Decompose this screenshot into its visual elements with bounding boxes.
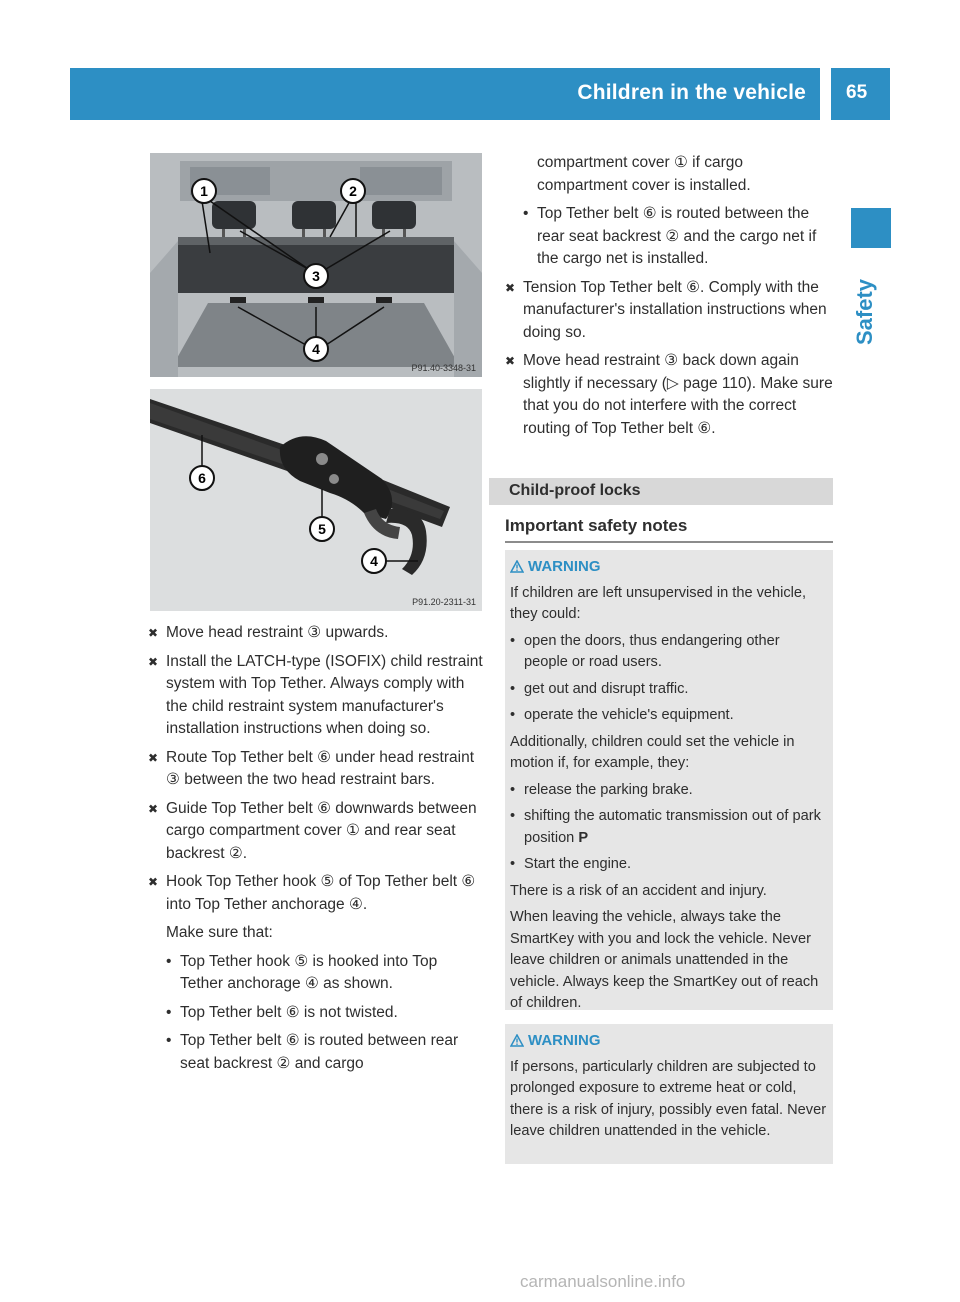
step-arrow-icon: ✖	[148, 801, 159, 816]
checklist-item: • Top Tether belt ⑥ is not twisted.	[166, 1002, 484, 1025]
tether-hook-illustration	[150, 389, 482, 611]
side-tab-marker	[851, 208, 891, 248]
callout-1	[192, 179, 216, 203]
warning-triangle-icon	[510, 1034, 524, 1047]
warning-heading: WARNING	[510, 556, 827, 578]
warning-box-children	[505, 550, 833, 1010]
figure-tether-hook	[150, 389, 482, 611]
bullet-icon: •	[510, 680, 516, 697]
instruction-step: ✖ Tension Top Tether belt ⑥. Comply with the manufacturer's installation instructions when doing so.	[505, 278, 827, 341]
svg-text:6: 6	[198, 470, 206, 486]
warning-middle: Additionally, children could set the vehicle in motion if, for example, they:	[510, 733, 795, 771]
callout-5	[310, 517, 334, 541]
warning-item: • release the parking brake.	[510, 780, 827, 802]
bullet-icon: •	[166, 1003, 172, 1021]
bullet-icon: •	[510, 856, 516, 872]
header-title-bar	[70, 68, 820, 120]
subsection-title: Important safety notes	[505, 516, 688, 535]
cargo-compartment-illustration	[150, 153, 482, 377]
figure-code: P91.20-2311-31	[412, 597, 476, 607]
warning-item: • open the doors, thus endangering other people or road users.	[510, 632, 780, 670]
svg-text:5: 5	[318, 521, 326, 537]
callout-2	[341, 179, 365, 203]
step-arrow-icon: ✖	[148, 750, 159, 765]
warning-item: • operate the vehicle's equipment.	[510, 705, 827, 727]
warning-box-temperature	[505, 1024, 833, 1164]
instruction-step: ✖ Guide Top Tether belt ⑥ downwards between cargo compartment cover ① and rear seat backrest ②.	[148, 799, 477, 862]
bullet-icon: •	[510, 808, 516, 824]
instruction-step: ✖ Install the LATCH-type (ISOFIX) child restraint system with Top Tether. Always comply with the child restraint system manufacturer's installation instructions when doing so.	[148, 652, 483, 737]
checklist-item: • Top Tether belt ⑥ is routed between the rear seat backrest ② and the cargo net if the cargo net is installed.	[523, 205, 817, 267]
instruction-step: ✖ Move head restraint ③ back down again slightly if necessary (▷ page 110). Make sure that you do not interfere with the correct routing of Top Tether belt ⑥.	[505, 352, 833, 437]
callout-4	[304, 337, 328, 361]
svg-text:1: 1	[200, 183, 208, 199]
subsection-rule	[505, 541, 833, 543]
warning-heading: WARNING	[510, 1030, 827, 1052]
warning-intro: If children are left unsupervised in the vehicle, they could:	[510, 584, 807, 622]
svg-text:2: 2	[349, 183, 357, 199]
checklist-item: • Top Tether hook ⑤ is hooked into Top Tether anchorage ④ as shown.	[166, 952, 438, 992]
step-arrow-icon: ✖	[148, 654, 159, 669]
bullet-icon: •	[510, 781, 516, 798]
bullet-icon: •	[510, 707, 516, 723]
warning-triangle-icon	[510, 560, 524, 573]
callout-3	[304, 264, 328, 288]
warning-text: If persons, particularly children are subjected to prolonged exposure to extreme heat or cold, there is a risk of injury, possibly even fatal. Never leave children unattended in the vehicle.	[510, 1058, 827, 1139]
warning-item: • get out and disrupt traffic.	[510, 679, 827, 701]
checklist-item: • Top Tether belt ⑥ is routed between rear seat backrest ② and cargo	[166, 1032, 459, 1072]
svg-text:4: 4	[312, 341, 320, 357]
svg-text:3: 3	[312, 268, 320, 284]
step-arrow-icon: ✖	[148, 875, 159, 889]
figure-cargo-compartment	[150, 153, 482, 377]
step-arrow-icon: ✖	[148, 626, 159, 640]
step-arrow-icon: ✖	[505, 280, 516, 295]
left-column	[148, 622, 484, 1081]
watermark: carmanualsonline.info	[520, 1272, 686, 1291]
step-arrow-icon: ✖	[505, 354, 516, 368]
bullet-icon: •	[166, 952, 172, 970]
instruction-step: ✖ Move head restraint ③ upwards.	[148, 622, 484, 645]
page-number-box	[834, 68, 890, 120]
instruction-step: ✖ Hook Top Tether hook ⑤ of Top Tether belt ⑥ into Top Tether anchorage ④.	[148, 873, 476, 913]
page-header	[70, 68, 890, 120]
section-title: Child-proof locks	[509, 482, 641, 499]
warning-risk: There is a risk of an accident and injury.	[510, 882, 767, 899]
callout-6	[190, 466, 214, 490]
section-heading-bar	[489, 478, 833, 505]
bullet-icon: •	[166, 1032, 172, 1049]
chapter-title: Children in the vehicle	[577, 81, 806, 104]
right-column	[505, 152, 833, 446]
bullet-icon: •	[523, 205, 529, 222]
warning-advice: When leaving the vehicle, always take the SmartKey with you and lock the vehicle. Never leave children or animals unattended in the vehicle. Always keep the SmartKey out of reach of children.	[510, 909, 819, 1011]
figure-code: P91.40-3348-31	[411, 363, 476, 373]
callout-4b	[362, 549, 386, 573]
side-tab-label: Safety	[852, 278, 877, 345]
make-sure-label: Make sure that:	[166, 924, 273, 941]
warning-item: • Start the engine.	[510, 854, 827, 876]
page-number: 65	[846, 82, 868, 103]
bullet-icon: •	[510, 632, 516, 649]
instruction-step: ✖ Route Top Tether belt ⑥ under head restraint ③ between the two head restraint bars.	[148, 748, 475, 788]
park-position-letter: P	[578, 829, 589, 846]
warning-item: • shifting the automatic transmission out of park position P	[510, 808, 821, 846]
checklist-continuation: compartment cover ① if cargo compartment cover is installed.	[537, 154, 751, 194]
svg-text:4: 4	[370, 553, 378, 569]
